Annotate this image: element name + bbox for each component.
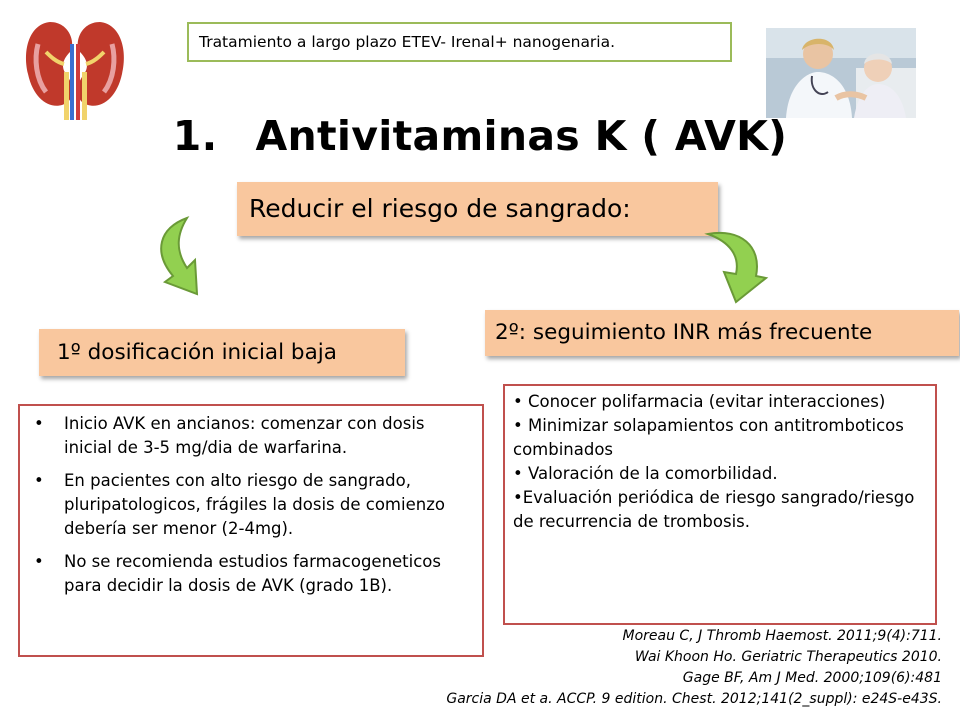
list-item: • Minimizar solapamientos con antitromboticos combinados: [513, 416, 904, 459]
list-item: • Valoración de la comorbilidad.: [513, 464, 778, 483]
list-item: • Inicio AVK en ancianos: comenzar con dosis inicial de 3-5 mg/dia de warfarina.: [30, 412, 472, 460]
list-item: • En pacientes con alto riesgo de sangrado, pluripatologicos, frágiles la dosis de comienzo debería ser menor (2-4mg).: [30, 469, 472, 541]
header-topic-box: [187, 22, 732, 62]
title-text: Antivitaminas K ( AVK): [255, 112, 788, 160]
kidney-illustration-icon: [20, 14, 130, 120]
main-objective-box: [237, 182, 718, 236]
left-content-box: [18, 404, 484, 657]
reference-line: Garcia DA et a. ACCP. 9 edition. Chest. 2012;141(2_suppl): e24S-e43S.: [446, 691, 942, 707]
reference-line: Gage BF, Am J Med. 2000;109(6):481: [682, 670, 942, 686]
title-number: 1.: [172, 112, 218, 160]
references: [446, 626, 942, 710]
curved-arrow-left-icon: [145, 210, 225, 300]
nurse-elderly-patient-photo: [766, 28, 916, 118]
left-heading-text: 1º dosificación inicial baja: [57, 340, 337, 365]
slide-title: [0, 112, 960, 160]
left-bullet-list: [30, 412, 472, 598]
right-bullet-list: [513, 390, 927, 534]
header-topic-text: Tratamiento a largo plazo ETEV- Irenal+ nanogenaria.: [199, 33, 616, 51]
right-content-box: [503, 384, 937, 625]
reference-line: Moreau C, J Thromb Haemost. 2011;9(4):711.: [622, 628, 942, 644]
reference-line: Wai Khoon Ho. Geriatric Therapeutics 2010.: [634, 649, 942, 665]
list-item: • Conocer polifarmacia (evitar interacciones): [513, 392, 886, 411]
left-heading-box: [39, 329, 405, 376]
curved-arrow-right-icon: [700, 222, 780, 312]
right-heading-box: [485, 310, 959, 356]
list-item: •Evaluación periódica de riesgo sangrado/riesgo de recurrencia de trombosis.: [513, 488, 915, 531]
list-item: • No se recomienda estudios farmacogeneticos para decidir la dosis de AVK (grado 1B).: [30, 550, 472, 598]
main-objective-text: Reducir el riesgo de sangrado:: [249, 194, 631, 223]
right-heading-text: 2º: seguimiento INR más frecuente: [495, 320, 873, 345]
